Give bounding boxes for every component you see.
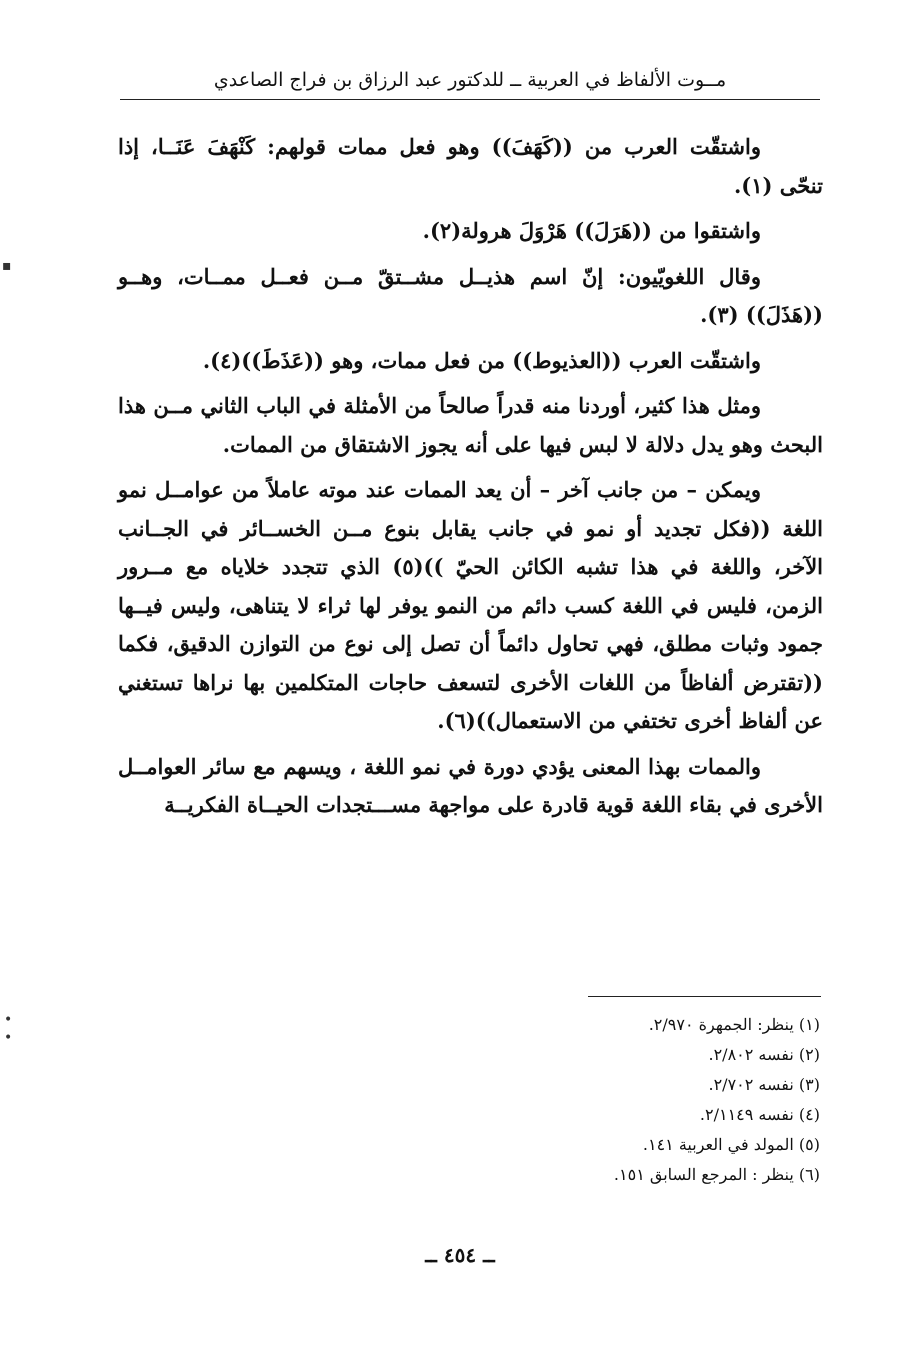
footnote: (٦) ينظر : المرجع السابق ١٥١. <box>613 1165 820 1184</box>
margin-speck: • <box>4 1030 13 1046</box>
footnote: (٥) المولد في العربية ١٤١. <box>642 1135 820 1154</box>
paragraph: وقال اللغويّيون: إنّ اسم هذيــل مشــتقّ مــن فعــل ممــات، وهــو ((هَذَلَ)) (٣). <box>118 263 823 327</box>
footnote-rule <box>588 996 821 997</box>
footnotes <box>400 1010 820 1190</box>
running-header: مــوت الألفاظ في العربية ــ للدكتور عبد الرزاق بن فراج الصاعدي <box>213 69 727 91</box>
paragraph: والممات بهذا المعنى يؤدي دورة في نمو اللغة ، ويسهم مع سائر العوامــل الأخرى في بقاء اللغة قوية قادرة على مواجهة مســـتجدات الحيــاة الفكريــة <box>118 753 823 817</box>
paragraph: واشتقوا من ((هَرَلَ)) هَرْوَلَ هرولة(٢). <box>422 218 761 243</box>
paragraph: ومثل هذا كثير، أوردنا منه قدراً صالحاً من الأمثلة في الباب الثاني مــن هذا البحث وهو يدل دلالة لا لبس فيها على أنه يجوز الاشتقاق من الممات. <box>118 393 823 457</box>
paragraph: واشتقّت العرب من ((كَهَفَ)) وهو فعل ممات قولهم: كَنْهَفَ عَنَــا، إذا تنحّى (١). <box>118 134 823 198</box>
footnote: (٢) نفسه ٢/٨٠٢. <box>708 1045 820 1064</box>
margin-speck: • <box>4 1012 13 1028</box>
paragraph: ويمكن – من جانب آخر – أن يعد الممات عند موته عاملاً من عوامــل نمو اللغة ((فكل تجديد أو نمو في جانب يقابل بنوع مــن الخســائر في الجــانب الآخر، واللغة في هذا تشبه الكائن الحيّ ))(٥) الذي تتجدد خلاياه مع مــرور الزمن، فليس في اللغة كسب دائم من النمو يوفر لها ثراء لا يتناهى، وليس فيــها جمود وثبات مطلق، فهي تحاول دائماً أن تصل إلى نوع من التوازن الدقيق، فكما ((تقترض ألفاظاً من اللغات الأخرى لتسعف حاجات المتكلمين بها نراها تستغني عن ألفاظ أخرى تختفي من الاستعمال))(٦). <box>118 477 824 733</box>
margin-speck: ▪ <box>2 258 12 274</box>
header-rule <box>120 99 820 100</box>
footnote: (٤) نفسه ٢/١١٤٩. <box>699 1105 820 1124</box>
paragraph: واشتقّت العرب ((العذيوط)) من فعل ممات، وهو ((عَذَطَ))(٤). <box>202 347 761 373</box>
body-text <box>118 128 823 832</box>
page-number: ــ ٤٥٤ ــ <box>425 1243 495 1267</box>
footnote: (١) ينظر: الجمهرة ٢/٩٧٠. <box>648 1015 820 1034</box>
footnote: (٣) نفسه ٢/٧٠٢. <box>708 1075 820 1094</box>
